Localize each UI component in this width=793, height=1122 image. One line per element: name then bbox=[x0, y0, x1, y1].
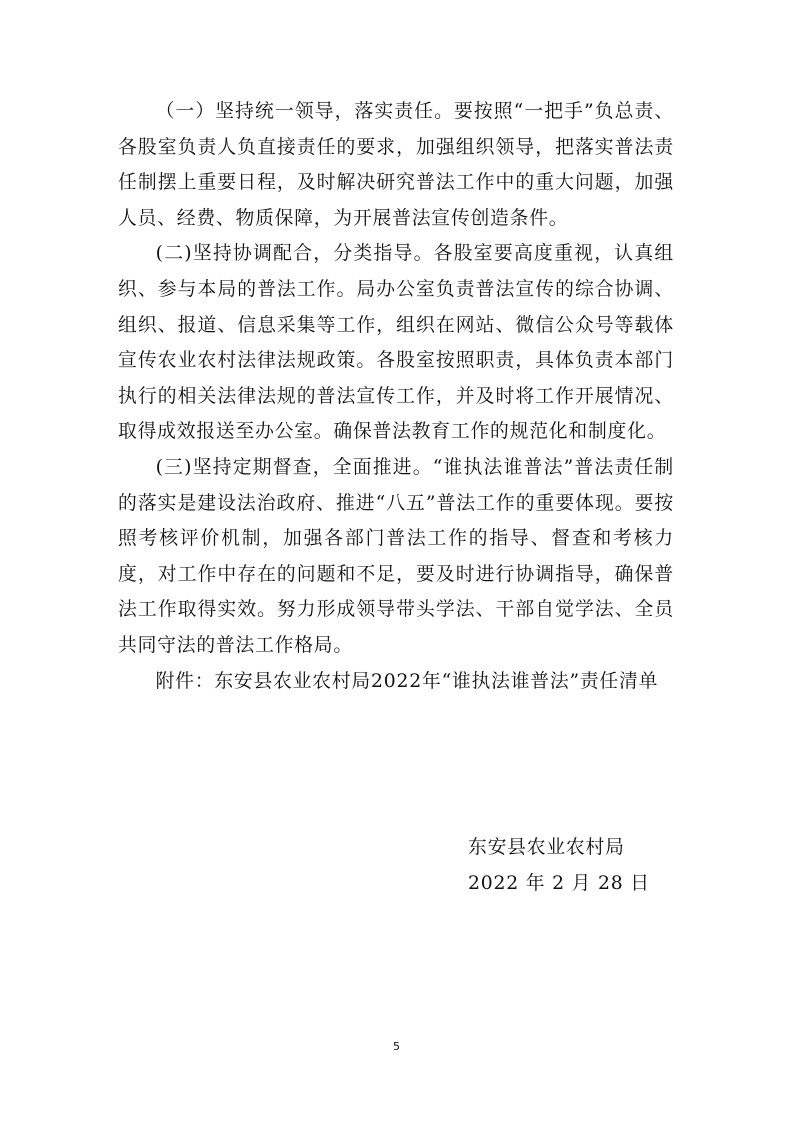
signature-block bbox=[468, 830, 688, 902]
attachment-note: 附件：东安县农业农村局2022年“谁执法谁普法”责任清单 bbox=[155, 670, 659, 692]
paragraph-coordination: (二)坚持协调配合，分类指导。各股室要高度重视，认真组织、参与本局的普法工作。局办公室负责普法宣传的综合协调、组织、报道、信息采集等工作，组织在网站、微信公众号等载体宣传农业农村法律法规政策。各股室按照职责，具体负责本部门执行的相关法律法规的普法宣传工作，并及时将工作开展情况、取得成效报送至办公室。确保普法教育工作的规范化和制度化。 bbox=[118, 243, 674, 443]
signature-organization: 东安县农业农村局 bbox=[468, 837, 625, 858]
paragraph-supervision: (三)坚持定期督查，全面推进。“谁执法谁普法”普法责任制的落实是建设法治政府、推进“八五”普法工作的重要体现。要按照考核评价机制，加强各部门普法工作的指导、督查和考核力度，对工作中存在的问题和不足，要及时进行协调指导，确保普法工作取得实效。努力形成领导带头学法、干部自觉学法、全员共同守法的普法工作格局。 bbox=[118, 456, 674, 656]
paragraph-unified-leadership: （一）坚持统一领导，落实责任。要按照“一把手”负总责、各股室负责人负直接责任的要求，加强组织领导，把落实普法责任制摆上重要日程，及时解决研究普法工作中的重大问题，加强人员、经费、物质保障，为开展普法宣传创造条件。 bbox=[118, 101, 674, 229]
page-number: 5 bbox=[393, 1040, 400, 1053]
document-body bbox=[118, 94, 674, 699]
signature-date: 2022 年 2 月 28 日 bbox=[468, 873, 650, 894]
